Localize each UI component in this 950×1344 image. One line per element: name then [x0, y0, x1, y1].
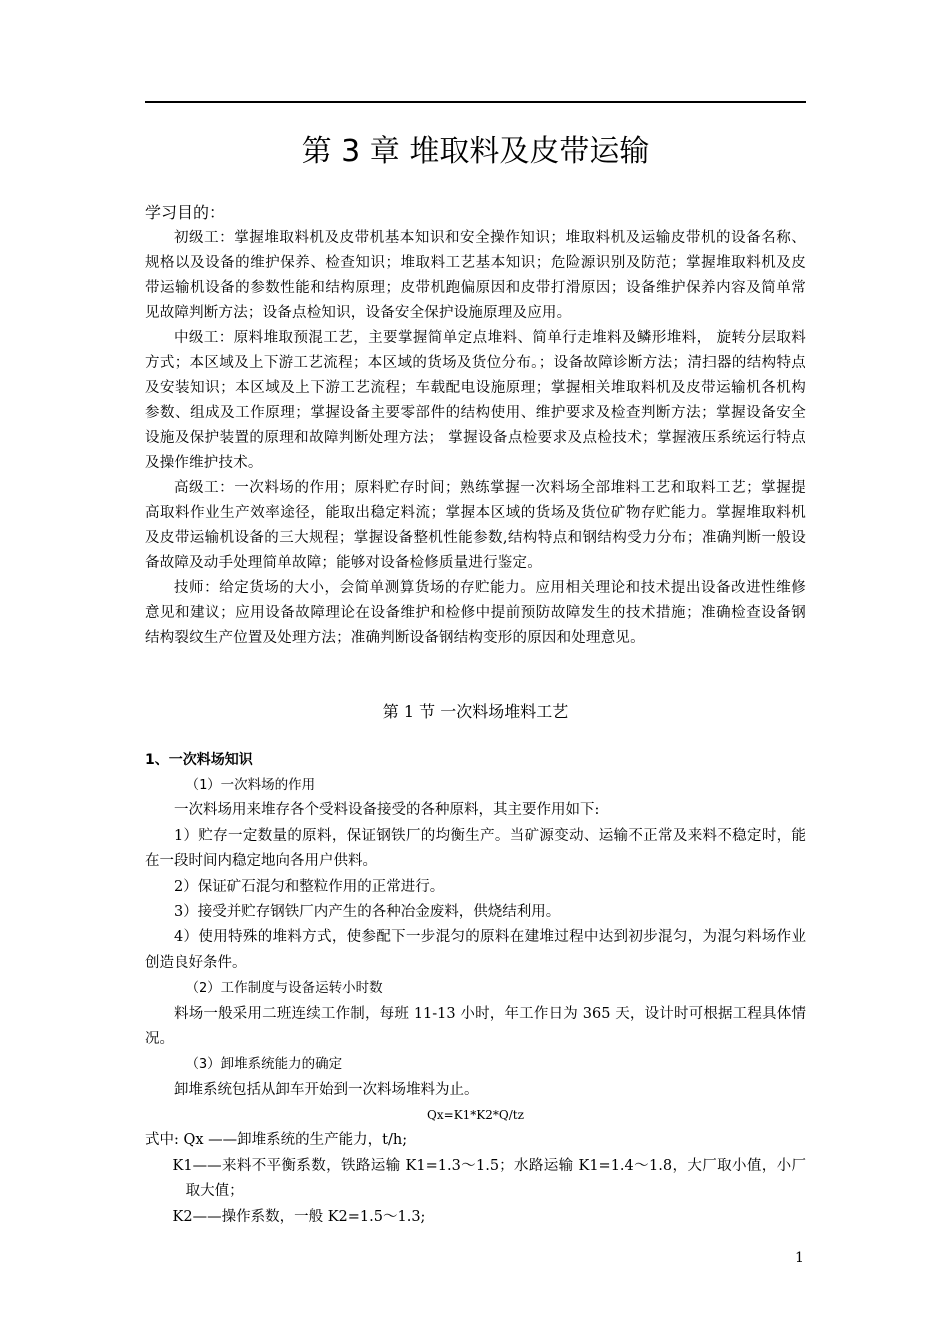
chapter-title: 第 3 章 堆取料及皮带运输	[301, 134, 650, 169]
item1-point-3: 3）接受并贮存钢铁厂内产生的各种冶金废料，供烧结利用。	[174, 904, 561, 921]
intro-heading: 学习目的：	[145, 203, 226, 222]
formula-k2: K2——操作系数，一般 K2=1.5～1.3;	[172, 1208, 426, 1225]
section-title: 第 1 节 一次料场堆料工艺	[382, 702, 569, 721]
page-number: 1	[795, 1250, 804, 1266]
item2-text: 料场一般采用二班连续工作制，每班 11-13 小时，年工作日为 365 天，设计时可根据工程具体情况。	[145, 1005, 806, 1048]
intro-paragraph-junior: 初级工：掌握堆取料机及皮带机基本知识和安全操作知识；堆取料机及运输皮带机的设备名称、规格以及设备的维护保养、检查知识；堆取料工艺基本知识；危险源识别及防范；掌握堆取料机及皮带运输机设备的参数性能和结构原理；皮带机跑偏原因和皮带打滑原因；设备维护保养内容及简单常见故障判断方法；设备点检知识，设备安全保护设施原理及应用。	[145, 230, 806, 321]
item1-title: （1）一次料场的作用	[185, 777, 316, 793]
intro-paragraph-senior: 高级工：一次料场的作用；原料贮存时间；熟练掌握一次料场全部堆料工艺和取料工艺；掌握提高取料作业生产效率途径，能取出稳定料流；掌握本区域的货场及货位矿物存贮能力。掌握堆取料机及皮带运输机设备的三大规程；掌握设备整机性能参数,结构特点和钢结构受力分布；准确判断一般设备故障及动手处理简单故障；能够对设备检修质量进行鉴定。	[145, 480, 806, 571]
item1-point-4: 4）使用特殊的堆料方式，使参配下一步混匀的原料在建堆过程中达到初步混匀，为混匀料场作业创造良好条件。	[145, 929, 806, 971]
header-rule	[145, 101, 806, 103]
formula-k1: K1——来料不平衡系数，铁路运输 K1=1.3～1.5；水路运输 K1=1.4～1.8，大厂取小值，小厂取大值；	[172, 1157, 806, 1200]
item2-title: （2）工作制度与设备运转小时数	[185, 980, 383, 997]
item3-text: 卸堆系统包括从卸车开始到一次料场堆料为止。	[174, 1081, 479, 1098]
item1-point-1: 1）贮存一定数量的原料，保证钢铁厂的均衡生产。当矿源变动、运输不正常及来料不稳定时，能在一段时间内稳定地向各用户供料。	[145, 827, 806, 870]
intro-paragraph-technician: 技师：给定货场的大小，会简单测算货场的存贮能力。应用相关理论和技术提出设备改进性维修意见和建议；应用设备故障理论在设备维护和检修中提前预防故障发生的技术措施；准确检查设备钢结构裂纹生产位置及处理方法；准确判断设备钢结构变形的原因和处理意见。	[145, 580, 806, 646]
intro-block	[145, 226, 806, 651]
item3-title: （3）卸堆系统能力的确定	[185, 1056, 343, 1073]
section-body	[145, 773, 806, 1230]
formula: Qx=K1*K2*Q/tz	[427, 1108, 524, 1123]
item1-intro: 一次料场用来堆存各个受料设备接受的各种原料，其主要作用如下:	[174, 802, 600, 819]
formula-where: 式中: Qx ——卸堆系统的生产能力，t/h;	[145, 1132, 408, 1149]
subsection-title: 1、一次料场知识	[145, 752, 253, 768]
intro-paragraph-intermediate: 中级工：原料堆取预混工艺，主要掌握简单定点堆料、简单行走堆料及鳞形堆料， 旋转分层取料方式；本区域及上下游工艺流程；本区域的货场及货位分布。；设备故障诊断方法；清扫器的结构特点及安装知识；本区域及上下游工艺流程；车载配电设施原理；掌握相关堆取料机及皮带运输机各机构参数、组成及工作原理；掌握设备主要零部件的结构使用、维护要求及检查判断方法；掌握设备安全设施及保护装置的原理和故障判断处理方法； 掌握设备点检要求及点检技术；掌握液压系统运行特点及操作维护技术。	[145, 330, 806, 471]
item1-point-2: 2）保证矿石混匀和整粒作用的正常进行。	[174, 878, 445, 895]
